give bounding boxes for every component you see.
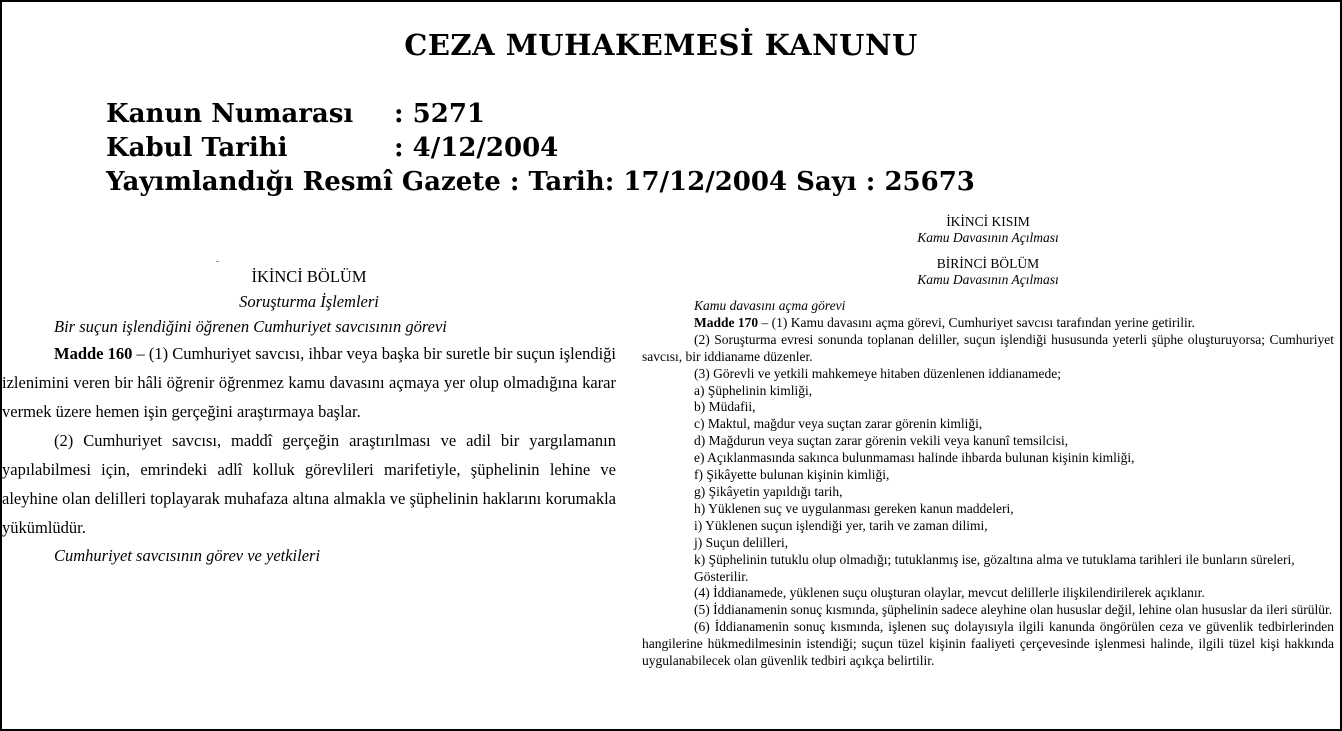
meta-key: Kanun Numarası [106, 99, 354, 129]
list-item: i) Yüklenen suçun işlendiği yer, tarih ve zaman dilimi, [694, 517, 988, 533]
paragraph-text: – (1) Kamu davasını açma görevi, Cumhuriyet savcısı tarafından yerine getirilir. [758, 314, 1195, 330]
gosterilir-text: Gösterilir. [694, 568, 749, 584]
list-item: b) Müdafii, [694, 399, 756, 415]
list-item: d) Mağdurun veya suçtan zarar görenin vekili veya kanunî temsilcisi, [694, 433, 1069, 449]
article-160-paragraph-1 [2, 339, 616, 426]
list-item-k: k) Şüphelinin tutuklu olup olmadığı; tutuklanmış ise, gözaltına alma ve tutuklama tarihleri ile bunların süreleri, [694, 551, 1295, 567]
list-item: h) Yüklenen suç ve uygulanması gereken kanun maddeleri, [694, 500, 1014, 516]
next-article-heading: Cumhuriyet savcısının görev ve yetkileri [54, 546, 321, 565]
article-label: Madde 160 [54, 344, 133, 363]
article-label: Madde 170 [694, 314, 759, 330]
paragraph-text: – (1) Cumhuriyet savcısı, ihbar veya başka bir suretle bir suçun işlendiği izlenimini veren bir hâli öğrenir öğrenmez kamu davasını açmaya yer olup olmadığına karar vermek üzere hemen işin gerçeğini araştırmaya başlar. [2, 344, 616, 421]
left-excerpt [2, 264, 616, 569]
right-excerpt [642, 214, 1334, 670]
meta-value: : Tarih: 17/12/2004 Sayı : 25673 [509, 167, 975, 197]
article-170-paragraph-4: (4) İddianamede, yüklenen suçu oluşturan olaylar, mevcut delillerle ilişkilendirilerek açıklanır. [694, 585, 1205, 601]
list-item: f) Şikâyette bulunan kişinin kimliği, [694, 467, 890, 483]
meta-key: Kabul Tarihi [106, 133, 288, 163]
article-170-paragraph-1 [642, 315, 1334, 332]
list-item: c) Maktul, mağdur veya suçtan zarar görenin kimliği, [694, 416, 983, 432]
page-title: CEZA MUHAKEMESİ KANUNU [404, 28, 918, 62]
article-170-paragraph-5: (5) İddianamenin sonuç kısmında, şüphelinin sadece aleyhine olan hususlar değil, lehine olan hususlar da ileri sürülür. [694, 602, 1333, 618]
meta-official-gazette [106, 167, 975, 197]
part-heading: İKİNCİ KISIM [946, 214, 1030, 229]
meta-law-number [106, 99, 485, 129]
section-heading: BİRİNCİ BÖLÜM [936, 256, 1040, 271]
part-subtitle: Kamu Davasının Açılması [917, 230, 1059, 245]
meta-value: : 4/12/2004 [394, 133, 559, 163]
article-heading: Kamu davasını açma görevi [694, 298, 846, 313]
meta-key: Yayımlandığı Resmî Gazete [106, 167, 501, 197]
article-170-paragraph-2: (2) Soruşturma evresi sonunda toplanan deliller, suçun işlendiği hususunda yeterli şüphe oluşturuyorsa; Cumhuriyet savcısı, bir iddianame düzenler. [642, 331, 1334, 364]
section-subtitle: Kamu Davasının Açılması [917, 272, 1059, 287]
list-item: g) Şikâyetin yapıldığı tarih, [694, 483, 843, 499]
list-item: a) Şüphelinin kimliği, [694, 382, 813, 398]
list-item: j) Suçun delilleri, [694, 534, 789, 550]
section-heading: İKİNCİ BÖLÜM [251, 267, 367, 286]
list-item: e) Açıklanmasında sakınca bulunmaması halinde ihbarda bulunan kişinin kimliği, [694, 450, 1135, 466]
section-subtitle: Soruşturma İşlemleri [239, 292, 379, 311]
article-170-paragraph-3: (3) Görevli ve yetkili mahkemeye hitaben düzenlenen iddianamede; [694, 365, 1061, 381]
scan-speck [216, 261, 219, 262]
meta-value: : 5271 [394, 99, 486, 129]
article-170-paragraph-6: (6) İddianamenin sonuç kısmında, işlenen suç dolayısıyla ilgili kanunda öngörülen ceza ve güvenlik tedbirlerinden hangilerine hükmedilmesinin istendiği; suçun tüzel kişinin faaliyeti çerçevesinde işlenmesi halinde, ilgili tüzel kişi hakkında uygulanabilecek olan güvenlik tedbiri açıkça belirtilir. [642, 619, 1334, 669]
article-160-paragraph-2: (2) Cumhuriyet savcısı, maddî gerçeğin araştırılması ve adil bir yargılamanın yapılabilmesi için, emrindeki adlî kolluk görevlileri marifetiyle, şüphelinin lehine ve aleyhine olan delilleri toplayarak muhafaza altına almakla ve şüphelinin haklarını korumakla yükümlüdür. [2, 431, 616, 537]
article-heading: Bir suçun işlendiğini öğrenen Cumhuriyet savcısının görevi [54, 317, 447, 336]
meta-acceptance-date [106, 133, 558, 163]
